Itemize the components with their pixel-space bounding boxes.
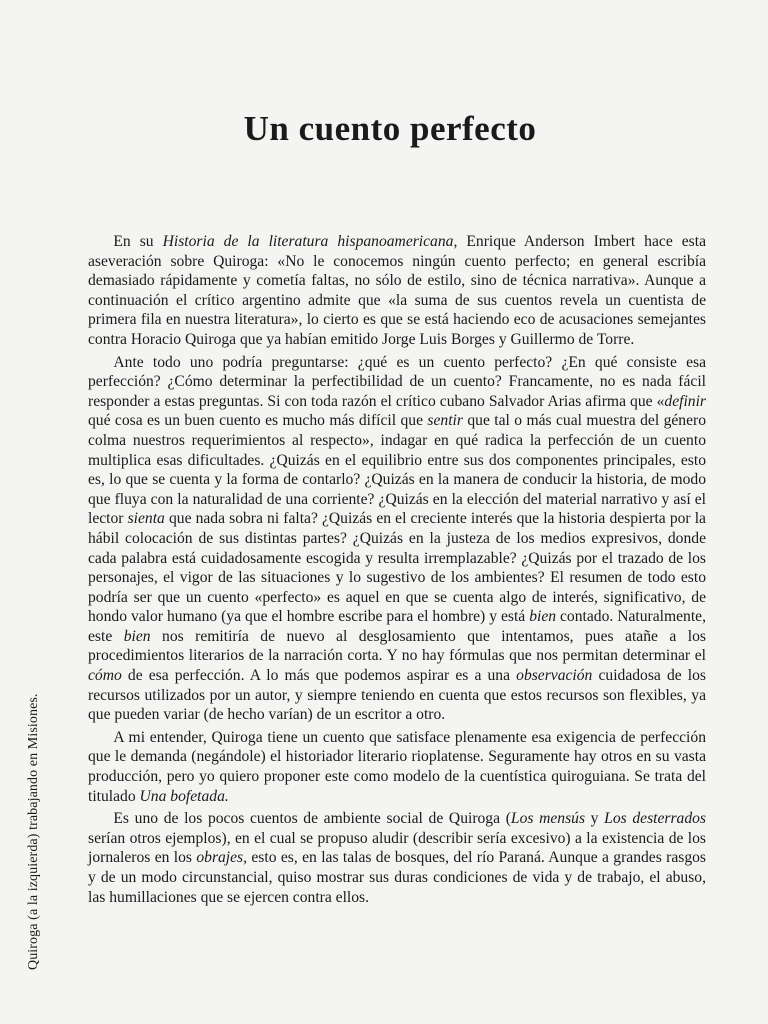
- body-text: [88, 232, 706, 910]
- paragraph-3: [88, 728, 706, 806]
- italic-text: sentir: [427, 412, 463, 430]
- text-run: nos remitiría de nuevo al desglosamiento que intentamos, pues atañe a los procedimientos literarios de la narración corta. Y no hay fórmulas que nos permitan determinar el: [88, 627, 706, 665]
- text-run: En su: [113, 233, 163, 250]
- italic-text: bien: [529, 608, 557, 626]
- text-run: esto es, en las talas de bosques, del río Paraná. Aunque a grandes rasgos y de un modo circunstancial, quiso mostrar sus duras condiciones de vida y de trabajo, el abuso, las humillaciones que se ejercen contra ellos.: [88, 849, 706, 906]
- italic-text: definir: [664, 392, 706, 410]
- text-run: serían otros ejemplos), en el cual se propuso aludir (describir sería excesivo) a la existencia de los jornaleros en los: [88, 829, 706, 867]
- photo-caption: Quiroga (a la izquierda) trabajando en Misiones.: [26, 693, 41, 970]
- paragraph-2: [88, 353, 706, 725]
- paragraph-1: [88, 232, 706, 350]
- text-run: Enrique Anderson Imbert hace esta aseveración sobre Quiroga: «No le conocemos ningún cuento perfecto; en general escribía demasiado rápidamente y cometía faltas, no sólo de estilo, sino de técnica narrativa». Aunque a continuación el crítico argentino admite que «la suma de sus cuentos revela un cuentista de primera fila en nuestra literatura», lo cierto es que se está haciendo eco de acusaciones semejantes contra Horacio Quiroga que ya habían emitido Jorge Luis Borges y Guillermo de Torre.: [88, 233, 707, 348]
- italic-text: Los mensús: [510, 810, 586, 828]
- page-title: Un cuento perfecto: [243, 109, 537, 149]
- text-run: y: [585, 810, 605, 828]
- italic-text: Historia de la literatura hispanoamericana,: [162, 233, 458, 250]
- italic-text: Una bofetada.: [139, 787, 229, 805]
- paragraph-4: [88, 809, 706, 907]
- italic-text: bien: [123, 627, 151, 645]
- italic-text: sienta: [127, 510, 165, 528]
- text-run: que tal o más cual muestra del género colma nuestros requerimientos al respecto», indagar en qué radica la perfección de un cuento multiplica esas dificultades. ¿Quizás en el equilibrio entre sus dos componentes principales, esto es, lo que se cuenta y la forma de contarlo? ¿Quizás en la manera de conducir la historia, de modo que fluya con la naturalidad de una corriente? ¿Quizás en la elección del material narrativo y así el lector: [88, 412, 707, 528]
- italic-text: cómo: [88, 667, 122, 685]
- text-run: A mi entender, Quiroga tiene un cuento que satisface plenamente esa exigencia de perfección que le demanda (negándole) el historiador literario rioplatense. Seguramente hay otros en su vasta producción, pero yo quiero proponer este como modelo de la cuentística quiroguiana. Se trata del titulado: [88, 728, 706, 805]
- italic-text: observación: [516, 667, 593, 685]
- text-run: de esa perfección. A lo más que podemos aspirar es a una: [121, 667, 517, 685]
- italic-text: Los desterrados: [604, 810, 706, 828]
- text-run: qué cosa es un buen cuento es mucho más difícil que: [88, 412, 428, 430]
- text-run: Es uno de los pocos cuentos de ambiente social de Quiroga (: [113, 810, 511, 828]
- text-run: cuidadosa de los recursos utilizados por un autor, y siempre teniendo en cuenta que estos recursos son flexibles, ya que pueden variar (de hecho varían) de un escritor a otro.: [88, 667, 706, 724]
- italic-text: obrajes,: [196, 849, 248, 867]
- text-run: contado. Naturalmente, este: [88, 608, 706, 645]
- text-run: que nada sobra ni falta? ¿Quizás en el creciente interés que la historia despierta por la hábil colocación de sus distintas partes? ¿Quizás en la justeza de los medios expresivos, donde cada palabra está cuidadosamente escogida y resulta irremplazable? ¿Quizás por el trazado de los personajes, el vigor de las situaciones y lo sugestivo de los ambientes? El resumen de todo esto podría ser que un cuento «perfecto» es aquel en que se cuenta algo de interés, significativo, de hondo valor humano (ya que el hombre escribe para el hombre) y está: [88, 510, 706, 626]
- text-run: Ante todo uno podría preguntarse: ¿qué es un cuento perfecto? ¿En qué consiste esa perfección? ¿Cómo determinar la perfectibilidad de un cuento? Francamente, no es nada fácil responder a estas preguntas. Si con toda razón el crítico cubano Salvador Arias afirma que «: [88, 353, 706, 410]
